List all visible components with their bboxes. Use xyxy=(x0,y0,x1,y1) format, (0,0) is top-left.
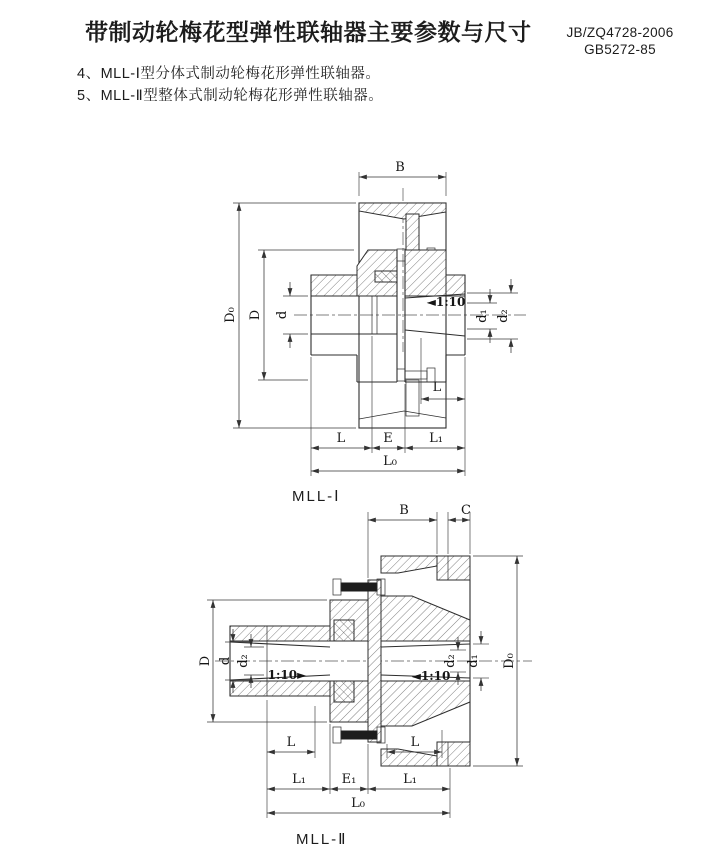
mll2-flange-plate xyxy=(368,580,381,742)
dim-label-b2: B xyxy=(399,503,409,518)
note-item-4: 4、MLL-Ⅰ型分体式制动轮梅花形弹性联轴器。 xyxy=(77,66,381,82)
dim-label-d1-1: d₁ xyxy=(475,309,490,323)
dim-label-d1-2: d₁ xyxy=(466,654,481,668)
mll2-dimensions xyxy=(198,503,523,818)
dim-label-d-2: d xyxy=(218,656,233,666)
dim-label-l1-right-2: L₁ xyxy=(403,772,417,787)
caption-mll1: MLL-Ⅰ xyxy=(292,488,341,505)
dim-label-l1-left-2: L₁ xyxy=(292,772,306,787)
caption-mll2: MLL-Ⅱ xyxy=(296,831,348,848)
dim-label-d0-2: D₀ xyxy=(502,653,517,669)
dim-label-d2-left: d₂ xyxy=(236,654,251,668)
taper-label-right-mll2: ◄1:10 xyxy=(411,669,451,683)
dim-label-l-1: L xyxy=(336,431,346,446)
dim-label-e1-2: E₁ xyxy=(341,772,357,787)
dim-label-c2: C xyxy=(461,503,471,518)
dim-label-dd-2: D xyxy=(198,655,213,667)
dim-label-d2-right: d₂ xyxy=(443,654,458,668)
dim-label-dd-1: D xyxy=(248,309,263,321)
dim-label-d0-1: D₀ xyxy=(223,307,238,323)
dim-label-b1: B xyxy=(395,160,405,175)
dim-label-d-1: d xyxy=(275,310,290,320)
dim-label-d2-1: d₂ xyxy=(496,309,511,323)
taper-label-left-mll2: 1:10► xyxy=(267,668,307,682)
standard-code-gb: GB5272-85 xyxy=(584,42,656,57)
taper-label-mll1: ◄1:10 xyxy=(426,295,466,309)
dim-label-l-right-2: L xyxy=(410,735,420,750)
dim-label-l1-1: L₁ xyxy=(429,431,443,446)
mll1-hubs-and-flanges xyxy=(311,250,465,382)
page-title: 带制动轮梅花型弹性联轴器主要参数与尺寸 xyxy=(85,19,532,45)
dim-label-l0-1: L₀ xyxy=(383,454,397,469)
drawing-mll2 xyxy=(198,503,532,818)
drawing-mll1 xyxy=(223,160,526,476)
dim-label-l0-2: L₀ xyxy=(351,796,365,811)
standard-code-jb: JB/ZQ4728-2006 xyxy=(566,25,674,40)
dim-label-l-side-1: L xyxy=(432,380,442,395)
dim-label-l-left-2: L xyxy=(286,735,296,750)
note-item-5: 5、MLL-Ⅱ型整体式制动轮梅花形弹性联轴器。 xyxy=(77,88,384,104)
dim-label-e-1: E xyxy=(383,431,393,446)
